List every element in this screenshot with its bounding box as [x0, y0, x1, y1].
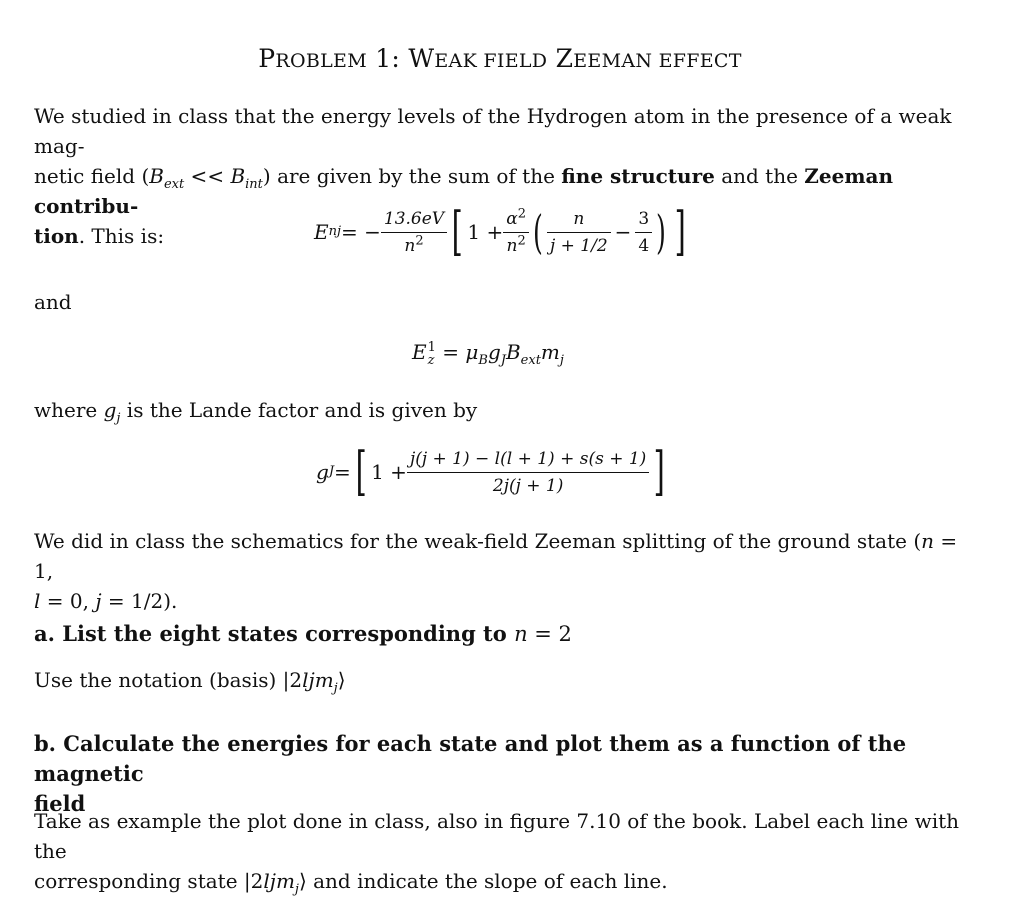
lande-equation: g J = [ 1 + $\frac{j(j + 1) - l(l + 1) + s(s + 1)}{2j(j + 1)}$ ] — [316, 442, 666, 502]
intro-text: ) are given by the sum of the — [262, 164, 562, 188]
title-part: P — [258, 44, 276, 73]
part-b-sub: j — [294, 882, 299, 897]
ground-state-line-2 — [34, 586, 974, 616]
ground-state-text: = 0, — [40, 589, 96, 613]
ground-state-paragraph — [34, 526, 974, 616]
alpha-den-sup: 2 — [517, 232, 526, 248]
right-bracket: ] — [674, 202, 686, 262]
part-b-line-2 — [34, 866, 974, 896]
ground-state-text: = 1/2). — [101, 589, 178, 613]
ground-state-line-1 — [34, 526, 974, 586]
energy-equation: E nj = − $\frac{13.6eV}{n^2}$ [ 1 + $\frac{\alpha^2}{n^2}$ ( $\frac{n}{j + 1/2}$ − $\frac{3}{4}$ ) ] — [314, 202, 686, 262]
left-bracket: [ — [451, 202, 463, 262]
part-b-text: ⟩ and indicate the slope of each line. — [298, 869, 668, 893]
eq3-equals: = — [334, 460, 351, 484]
part-a-heading — [34, 619, 994, 649]
eq1-denominator-sup: 2 — [415, 232, 424, 248]
three-quarters-fraction — [635, 208, 652, 257]
title-part: 1: W — [366, 44, 435, 73]
four: 4 — [638, 235, 650, 256]
and-text: and — [34, 290, 72, 314]
eq2-b-sub: ext — [520, 353, 541, 368]
problem-title — [0, 44, 1000, 73]
eq2-m-sub: j — [559, 353, 564, 368]
intro-math-sub: int — [245, 177, 263, 192]
fine-structure-term: fine structure — [561, 164, 715, 188]
where-text: is the Lande factor and is given by — [120, 398, 478, 422]
eq1-lhs: E — [314, 220, 329, 244]
part-a-note-sub: j — [333, 681, 338, 696]
where-paragraph — [34, 395, 974, 425]
eq2-e-sup: 1 — [427, 339, 436, 355]
ground-state-text: = 1, — [34, 529, 958, 583]
eq2-m: m — [540, 340, 560, 364]
intro-line-1: We studied in class that the energy levels of the Hydrogen atom in the presence of a weak mag- — [34, 104, 952, 158]
eq1-numerator: 13.6eV — [381, 208, 447, 233]
part-a-heading-tail: = 2 — [527, 622, 572, 646]
n-fraction — [547, 208, 611, 257]
part-b-math: ljm — [263, 869, 295, 893]
ground-state-l: l — [34, 589, 41, 613]
eq1-fraction — [381, 208, 447, 257]
title-part: EAK FIELD — [434, 50, 548, 72]
part-b-paragraph — [34, 806, 974, 896]
eq2-e: E — [412, 340, 427, 364]
lande-fraction — [407, 448, 649, 497]
three: 3 — [635, 208, 652, 233]
part-a-heading-text: a. List the eight states corresponding to — [34, 621, 515, 646]
eq2-g-sub: J — [500, 353, 506, 368]
where-g-sub: j — [116, 411, 121, 426]
zeeman-term-end: tion — [34, 224, 79, 248]
eq1-equals: = − — [341, 220, 381, 244]
alpha-fraction — [503, 205, 529, 257]
alpha-den: n — [506, 235, 518, 256]
right-bracket: ] — [653, 442, 666, 502]
eq2-g: g — [487, 340, 501, 364]
eq3-one-plus: 1 + — [371, 460, 407, 484]
intro-text: netic field ( — [34, 164, 150, 188]
where-g: g — [103, 398, 117, 422]
part-b-line-1: Take as example the plot done in class, also in figure 7.10 of the book. Label each line with the — [34, 809, 960, 863]
eq3-g: g — [316, 460, 329, 484]
n-numerator: n — [547, 208, 611, 233]
alpha-symbol: α — [506, 208, 518, 229]
zeeman-equation — [412, 340, 564, 367]
eq1-minus: − — [614, 220, 632, 244]
part-b-heading-line-2: field — [34, 791, 86, 816]
lande-denominator: 2j(j + 1) — [492, 475, 564, 496]
lande-numerator: j(j + 1) − l(l + 1) + s(s + 1) — [407, 448, 649, 473]
ground-state-n: n — [921, 529, 935, 553]
title-part: Z — [547, 44, 574, 73]
eq1-one-plus: 1 + — [467, 220, 504, 244]
part-a-note-text: Use the notation (basis) |2 — [34, 668, 303, 692]
intro-text: . This is: — [78, 224, 165, 248]
j-denominator: j + 1/2 — [549, 235, 608, 256]
eq1-denominator: n — [404, 235, 416, 256]
title-part: ROBLEM — [275, 50, 367, 72]
ground-state-j: j — [95, 589, 102, 613]
intro-text: << — [184, 164, 231, 188]
left-paren: ( — [533, 205, 543, 259]
eq2-b: B — [505, 340, 521, 364]
part-b-text: corresponding state |2 — [34, 869, 264, 893]
intro-math-sub: ext — [163, 177, 185, 192]
zeeman-term: Zeeman contribu- — [34, 164, 893, 218]
eq2-mu: = μ — [435, 340, 479, 364]
intro-text: and the — [714, 164, 805, 188]
where-text: where — [34, 398, 104, 422]
part-a-n: n — [514, 622, 528, 646]
eq2-e-sub: z — [427, 352, 435, 368]
alpha-sup: 2 — [517, 205, 526, 221]
part-a-note-ket: ⟩ — [337, 668, 346, 692]
ground-state-text: We did in class the schematics for the weak-field Zeeman splitting of the ground state ( — [34, 529, 922, 553]
right-paren: ) — [656, 205, 667, 259]
part-b-heading-line-1: b. Calculate the energies for each state and plot them as a function of the magnetic — [34, 731, 907, 786]
eq2-mu-sub: B — [478, 353, 488, 368]
part-a-note-math: ljm — [302, 668, 334, 692]
left-bracket: [ — [355, 442, 367, 502]
intro-math: B — [230, 164, 246, 188]
part-a-note — [34, 665, 974, 695]
intro-math: B — [149, 164, 164, 188]
title-part: EEMAN EFFECT — [573, 50, 742, 72]
